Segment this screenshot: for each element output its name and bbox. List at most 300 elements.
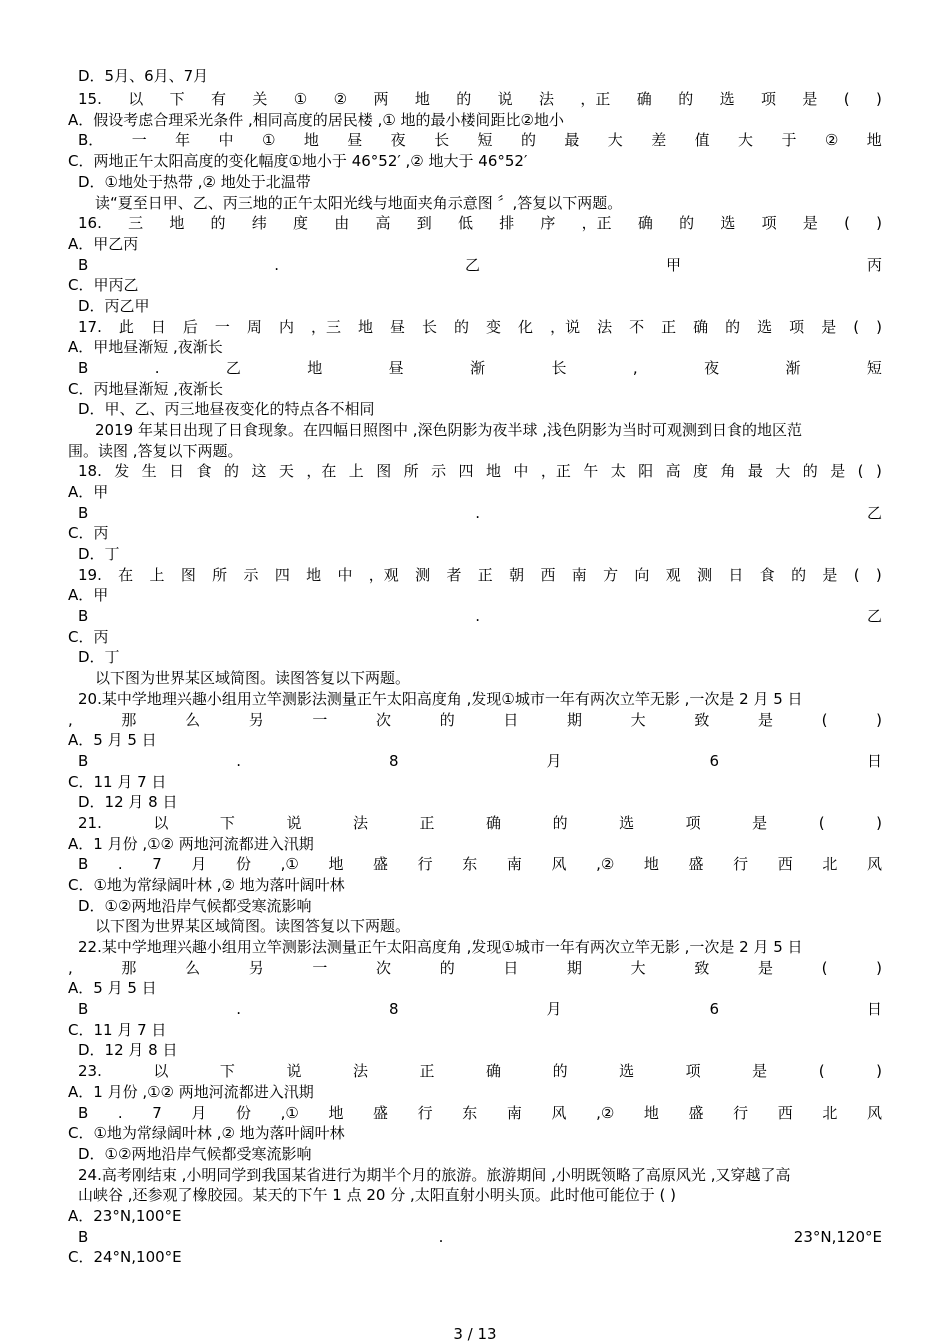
text-line: C．丙 xyxy=(68,628,109,646)
text-token: 方 xyxy=(603,566,619,584)
text-token: 行 xyxy=(417,855,433,873)
text-token: ( xyxy=(821,959,828,977)
text-token: 是 xyxy=(821,318,837,336)
text-token: 长 xyxy=(422,318,438,336)
text-token: 大 xyxy=(607,131,623,149)
text-token: 差 xyxy=(651,131,667,149)
text-token: 的 xyxy=(456,90,472,108)
text-token: 西 xyxy=(777,855,793,873)
text-token: B xyxy=(78,607,89,625)
text-line xyxy=(78,317,882,337)
text-token: 月 xyxy=(191,855,207,873)
text-token: 日 xyxy=(728,566,744,584)
text-token: 行 xyxy=(733,855,749,873)
text-token: 关 xyxy=(252,90,268,108)
text-token: 地 xyxy=(306,566,322,584)
text-line: C．丙 xyxy=(68,524,109,542)
text-token: ② xyxy=(333,90,348,108)
text-token: 的 xyxy=(439,711,455,729)
text-token: 18. xyxy=(78,462,102,480)
text-token: ，正 xyxy=(580,90,611,108)
text-token: 行 xyxy=(733,1104,749,1122)
text-token: 次 xyxy=(376,711,392,729)
text-token: 的 xyxy=(552,1062,568,1080)
text-token: 中 xyxy=(337,566,353,584)
text-token: 15. xyxy=(78,90,102,108)
text-token: 下 xyxy=(219,814,235,832)
text-token: 值 xyxy=(694,131,710,149)
text-token: 观 xyxy=(665,566,681,584)
text-token: . xyxy=(475,504,481,522)
text-token: 一 xyxy=(214,318,230,336)
text-token: 大 xyxy=(630,711,646,729)
text-token: 的 xyxy=(802,462,818,480)
text-line: A．甲 xyxy=(68,586,109,604)
text-token: 上 xyxy=(149,566,165,584)
text-token: 那 xyxy=(121,711,137,729)
text-token: ① xyxy=(293,90,308,108)
text-line xyxy=(78,999,882,1019)
text-token: 盛 xyxy=(688,855,704,873)
text-token: 地 xyxy=(307,359,323,377)
text-token: 是 xyxy=(802,214,818,232)
text-token: 说 xyxy=(497,90,513,108)
text-token: 所 xyxy=(212,566,228,584)
text-token: 乙 xyxy=(866,607,882,625)
text-token: 是 xyxy=(757,959,773,977)
text-token: 月 xyxy=(546,752,562,770)
text-token: , xyxy=(68,711,73,729)
text-token: 份 xyxy=(236,1104,252,1122)
text-token: B xyxy=(78,1104,89,1122)
text-token: 正 xyxy=(419,814,435,832)
text-token: 三 xyxy=(128,214,144,232)
text-line: D．5月、6月、7月 xyxy=(78,67,209,85)
text-token: 6 xyxy=(709,752,719,770)
text-token: 次 xyxy=(376,959,392,977)
text-token: 夜 xyxy=(704,359,720,377)
text-token: 的 xyxy=(224,462,240,480)
text-token: 食 xyxy=(759,566,775,584)
text-token: ，正 xyxy=(540,462,571,480)
text-token: 发 xyxy=(114,462,130,480)
text-token: 大 xyxy=(738,131,754,149)
text-line xyxy=(78,255,882,275)
text-line xyxy=(68,710,882,730)
text-token: ) xyxy=(875,566,882,584)
text-token: 盛 xyxy=(373,1104,389,1122)
text-line: D．甲、乙、丙三地昼夜变化的特点各不相同 xyxy=(78,400,375,418)
text-line: A．5 月 5 日 xyxy=(68,979,157,997)
text-token: 短 xyxy=(477,131,493,149)
text-token: 周 xyxy=(246,318,262,336)
text-token: 一 xyxy=(131,131,147,149)
text-token: 确 xyxy=(486,814,502,832)
text-token: ( xyxy=(818,1062,825,1080)
text-token: B xyxy=(78,855,89,873)
text-token: 西 xyxy=(540,566,556,584)
text-line xyxy=(78,813,882,833)
text-token: 地 xyxy=(485,462,501,480)
text-token: 地 xyxy=(643,855,659,873)
text-token: ) xyxy=(876,959,882,977)
text-token: 么 xyxy=(185,959,201,977)
text-token: 图 xyxy=(180,566,196,584)
text-token: , xyxy=(632,359,638,377)
text-token: 地 xyxy=(169,214,185,232)
text-line: A．甲乙丙 xyxy=(68,235,139,253)
text-line xyxy=(78,358,882,378)
text-token: 一 xyxy=(312,959,328,977)
text-line: D．12 月 8 日 xyxy=(78,1041,178,1059)
text-token: 向 xyxy=(634,566,650,584)
text-token: 说 xyxy=(286,814,302,832)
text-line xyxy=(78,1227,882,1247)
text-token: 以 xyxy=(128,90,144,108)
text-token: 有 xyxy=(211,90,227,108)
text-token: 昼 xyxy=(347,131,363,149)
text-token: 上 xyxy=(348,462,364,480)
text-token: 是 xyxy=(757,711,773,729)
text-token: 南 xyxy=(571,566,587,584)
text-token: 是 xyxy=(822,566,838,584)
text-token: ( xyxy=(821,711,828,729)
text-line xyxy=(78,130,882,150)
text-token: 选 xyxy=(757,318,773,336)
text-token: 选 xyxy=(619,1062,635,1080)
text-token: 期 xyxy=(567,711,583,729)
text-token: 是 xyxy=(752,1062,768,1080)
text-token: 月 xyxy=(546,1000,562,1018)
text-token: 7 xyxy=(152,1104,162,1122)
text-line: C．两地正午太阳高度的变化幅度①地小于 46°52′ ,② 地大于 46°52′ xyxy=(68,152,528,170)
text-token: 南 xyxy=(506,855,522,873)
text-token: 测 xyxy=(415,566,431,584)
text-line xyxy=(78,461,882,481)
text-line: D．丙乙甲 xyxy=(78,297,150,315)
text-token: 的 xyxy=(210,214,226,232)
text-token: 么 xyxy=(185,711,201,729)
text-token: 这 xyxy=(251,462,267,480)
text-token: 后 xyxy=(182,318,198,336)
text-token: 项 xyxy=(685,1062,701,1080)
text-token: ,② xyxy=(596,855,615,873)
text-line xyxy=(68,958,882,978)
text-token: 是 xyxy=(802,90,818,108)
text-token: 图 xyxy=(376,462,392,480)
text-token: 风 xyxy=(866,1104,882,1122)
text-token: 项 xyxy=(761,214,777,232)
text-token: ，正 xyxy=(581,214,612,232)
text-token: . xyxy=(475,607,481,625)
text-token: B xyxy=(78,1228,89,1246)
text-token: ，在 xyxy=(306,462,337,480)
text-token: 四 xyxy=(458,462,474,480)
text-token: 的 xyxy=(520,131,536,149)
text-token: 的 xyxy=(791,566,807,584)
text-token: 选 xyxy=(719,90,735,108)
text-token: 长 xyxy=(434,131,450,149)
text-token: ，说 xyxy=(550,318,581,336)
text-token: 东 xyxy=(462,1104,478,1122)
text-line xyxy=(78,213,882,233)
text-line: D．丁 xyxy=(78,545,120,563)
text-line: 22.某中学地理兴趣小组用立竿测影法测量正午太阳高度角 ,发现①城市一年有两次立竿无影 ,一次是 2 月 5 日 xyxy=(78,938,803,956)
text-line xyxy=(78,1061,882,1081)
text-token: . xyxy=(117,855,123,873)
text-token: . xyxy=(117,1104,123,1122)
text-token: 的 xyxy=(439,959,455,977)
text-token: 盛 xyxy=(373,855,389,873)
text-token: 地 xyxy=(414,90,430,108)
text-line: A．1 月份 ,①② 两地河流都进入汛期 xyxy=(68,835,314,853)
text-token: 另 xyxy=(248,959,264,977)
text-token: 正 xyxy=(477,566,493,584)
text-line: 山峡谷 ,还参观了橡胶园。某天的下午 1 点 20 分 ,太阳直射小明头顶。此时他可能位于 ( ) xyxy=(78,1186,677,1204)
text-token: 盛 xyxy=(688,1104,704,1122)
text-token: 期 xyxy=(567,959,583,977)
text-line: 24.高考刚结束 ,小明同学到我国某省进行为期半个月的旅游。旅游期间 ,小明既领略了高原风光 ,又穿越了高 xyxy=(78,1166,791,1184)
text-token: 变 xyxy=(486,318,502,336)
text-token: 北 xyxy=(822,1104,838,1122)
text-token: 法 xyxy=(352,1062,368,1080)
text-token: 短 xyxy=(866,359,882,377)
text-token: ) xyxy=(876,214,882,232)
text-token: 食 xyxy=(196,462,212,480)
text-token: 日 xyxy=(150,318,166,336)
text-token: 测 xyxy=(697,566,713,584)
text-token: ，三 xyxy=(310,318,341,336)
text-token: 不 xyxy=(629,318,645,336)
text-token: 序 xyxy=(540,214,556,232)
text-token: ) xyxy=(875,90,882,108)
text-token: 一 xyxy=(312,711,328,729)
text-token: 6 xyxy=(709,1000,719,1018)
text-token: 日 xyxy=(503,711,519,729)
text-line xyxy=(78,1103,882,1123)
text-token: 内 xyxy=(278,318,294,336)
text-line: C．甲丙乙 xyxy=(68,276,139,294)
text-token: 天 xyxy=(278,462,294,480)
text-token: 月 xyxy=(191,1104,207,1122)
text-token: 以 xyxy=(153,814,169,832)
text-token: 示 xyxy=(243,566,259,584)
text-token: B． xyxy=(78,131,104,149)
text-token: 此 xyxy=(118,318,134,336)
text-token: ,① xyxy=(280,1104,299,1122)
text-token: 乙 xyxy=(866,504,882,522)
text-token: ( xyxy=(818,814,825,832)
text-token: ( xyxy=(857,462,864,480)
text-line: 2019 年某日出现了日食现象。在四幅日照图中 ,深色阴影为夜半球 ,浅色阴影为当时可观测到日食的地区范 xyxy=(95,421,803,439)
text-token: 23°N,120°E xyxy=(793,1228,882,1246)
text-token: 项 xyxy=(789,318,805,336)
text-token: 地 xyxy=(357,318,373,336)
text-token: , xyxy=(68,959,73,977)
text-token: ) xyxy=(876,711,882,729)
text-token: 的 xyxy=(552,814,568,832)
text-token: 选 xyxy=(619,814,635,832)
text-token: 角 xyxy=(720,462,736,480)
text-token: 那 xyxy=(121,959,137,977)
text-token: ( xyxy=(844,214,850,232)
text-line: 围。读图 ,答复以下两题。 xyxy=(68,442,243,460)
text-token: . xyxy=(236,1000,242,1018)
text-token: 项 xyxy=(760,90,776,108)
text-line: D．①地处于热带 ,② 地处于北温带 xyxy=(78,173,311,191)
text-token: 日 xyxy=(866,1000,882,1018)
text-token: 8 xyxy=(388,1000,399,1018)
text-token: 渐 xyxy=(785,359,801,377)
text-token: 高 xyxy=(665,462,681,480)
text-token: 者 xyxy=(446,566,462,584)
text-line: D．①②两地沿岸气候都受寒流影响 xyxy=(78,897,312,915)
text-token: 排 xyxy=(499,214,515,232)
text-token: 正 xyxy=(419,1062,435,1080)
text-line: A．甲地昼渐短 ,夜渐长 xyxy=(68,338,223,356)
text-token: 年 xyxy=(175,131,191,149)
text-token: 正 xyxy=(661,318,677,336)
text-line xyxy=(78,503,882,523)
text-token: 的 xyxy=(678,90,694,108)
text-token: 法 xyxy=(597,318,613,336)
text-token: 最 xyxy=(747,462,763,480)
text-token: 丙 xyxy=(866,256,882,274)
text-token: 昼 xyxy=(388,359,404,377)
text-line: D．12 月 8 日 xyxy=(78,793,178,811)
text-token: 说 xyxy=(286,1062,302,1080)
text-token: 法 xyxy=(539,90,555,108)
text-token: 午 xyxy=(583,462,599,480)
text-token: ,② xyxy=(596,1104,615,1122)
text-line: C．11 月 7 日 xyxy=(68,773,167,791)
text-token: 生 xyxy=(141,462,157,480)
text-token: 致 xyxy=(694,711,710,729)
text-token: 太 xyxy=(610,462,626,480)
text-token: 大 xyxy=(630,959,646,977)
text-token: ) xyxy=(876,318,882,336)
text-line: C．丙地昼渐短 ,夜渐长 xyxy=(68,380,224,398)
text-token: 风 xyxy=(866,855,882,873)
text-token: 地 xyxy=(303,131,319,149)
text-token: 中 xyxy=(513,462,529,480)
text-token: 19. xyxy=(78,566,102,584)
text-token: 21. xyxy=(78,814,102,832)
text-token: 8 xyxy=(388,752,399,770)
text-line: A．5 月 5 日 xyxy=(68,731,157,749)
text-token: 地 xyxy=(643,1104,659,1122)
text-line: A．1 月份 ,①② 两地河流都进入汛期 xyxy=(68,1083,314,1101)
text-token: 昼 xyxy=(389,318,405,336)
text-token: 乙 xyxy=(225,359,241,377)
text-token: 下 xyxy=(219,1062,235,1080)
text-token: 由 xyxy=(334,214,350,232)
text-token: 另 xyxy=(248,711,264,729)
text-token: 地 xyxy=(328,855,344,873)
text-token: ( xyxy=(853,566,860,584)
text-token: 风 xyxy=(551,855,567,873)
text-token: 朝 xyxy=(509,566,525,584)
text-token: ，观 xyxy=(368,566,399,584)
text-line: C．24°N,100°E xyxy=(68,1248,182,1266)
text-token: 7 xyxy=(152,855,162,873)
text-token: 高 xyxy=(375,214,391,232)
text-token: 16. xyxy=(78,214,102,232)
text-token: 到 xyxy=(416,214,432,232)
text-token: 渐 xyxy=(470,359,486,377)
text-token: ) xyxy=(875,462,882,480)
text-token: 度 xyxy=(293,214,309,232)
text-line: D．丁 xyxy=(78,648,120,666)
text-token: 纬 xyxy=(251,214,267,232)
text-token: B xyxy=(78,359,89,377)
text-token: 地 xyxy=(328,1104,344,1122)
text-token: 示 xyxy=(431,462,447,480)
text-token: ② xyxy=(824,131,839,149)
text-token: . xyxy=(236,752,242,770)
page-number: 3 / 13 xyxy=(453,1325,497,1343)
text-token: 确 xyxy=(636,90,652,108)
text-token: 日 xyxy=(503,959,519,977)
text-line: C．①地为常绿阔叶林 ,② 地为落叶阔叶林 xyxy=(68,876,345,894)
text-token: 23. xyxy=(78,1062,102,1080)
text-token: 致 xyxy=(694,959,710,977)
text-token: 法 xyxy=(352,814,368,832)
text-token: 度 xyxy=(693,462,709,480)
text-token: 下 xyxy=(169,90,185,108)
text-token: 日 xyxy=(866,752,882,770)
text-token: B xyxy=(78,752,89,770)
text-token: 北 xyxy=(822,855,838,873)
text-line: 20.某中学地理兴趣小组用立竿测影法测量正午太阳高度角 ,发现①城市一年有两次立竿无影 ,一次是 2 月 5 日 xyxy=(78,690,803,708)
text-line xyxy=(78,854,882,874)
text-token: 乙 xyxy=(465,256,481,274)
text-token: 行 xyxy=(417,1104,433,1122)
text-token: ( xyxy=(853,318,860,336)
text-token: . xyxy=(274,256,280,274)
text-token: 在 xyxy=(118,566,134,584)
text-token: 长 xyxy=(551,359,567,377)
text-line: 以下图为世界某区域简图。读图答复以下两题。 xyxy=(95,669,411,687)
text-line xyxy=(78,565,882,585)
text-token: 确 xyxy=(693,318,709,336)
text-token: 17. xyxy=(78,318,102,336)
text-token: 选 xyxy=(720,214,736,232)
text-line: A．甲 xyxy=(68,483,109,501)
text-token: 甲 xyxy=(666,256,682,274)
text-token: 以 xyxy=(153,1062,169,1080)
text-token: B xyxy=(78,256,89,274)
text-token: B xyxy=(78,1000,89,1018)
text-line: 以下图为世界某区域简图。读图答复以下两题。 xyxy=(95,917,411,935)
text-token: ( xyxy=(843,90,850,108)
text-line: A．23°N,100°E xyxy=(68,1207,182,1225)
text-line: A．假设考虑合理采光条件 ,相同高度的居民楼 ,① 地的最小楼间距比②地小 xyxy=(68,111,564,129)
text-token: 于 xyxy=(781,131,797,149)
text-token: 最 xyxy=(564,131,580,149)
text-token: 地 xyxy=(866,131,882,149)
text-token: ) xyxy=(876,814,882,832)
text-token: 所 xyxy=(403,462,419,480)
text-token: 是 xyxy=(752,814,768,832)
text-token: 的 xyxy=(454,318,470,336)
text-line: 读“夏至日甲、乙、丙三地的正午太阳光线与地面夹角示意图 〞,答复以下两题。 xyxy=(95,194,623,212)
text-token: 阳 xyxy=(638,462,654,480)
text-token: 两 xyxy=(373,90,389,108)
text-token: 东 xyxy=(462,855,478,873)
text-token: 南 xyxy=(506,1104,522,1122)
text-token: ,① xyxy=(280,855,299,873)
